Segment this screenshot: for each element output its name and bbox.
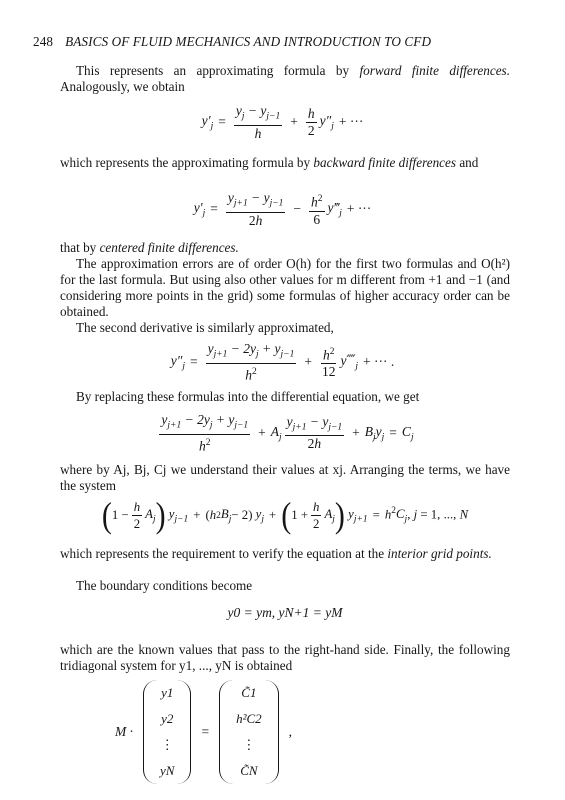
paragraph-tridiagonal: which are the known values that pass to the right-hand side. Finally, the following tridiagonal system for y1, ..., yN is obtained xyxy=(60,642,510,673)
running-header xyxy=(33,34,533,50)
equation-discretized: $\frac{y_{j+1} - 2y_j + y_{j-1}}{h^2}$ + $A_j$ $\frac{y_{j+1} - y_{j-1}}{2h}$ + $B_jy_j$ = $C_j$ xyxy=(161,412,414,454)
equation-system: ( 1 − $\frac{h}{2}$ $A_j$ ) $y_{j-1}$ + ( h 2 $B_j$ − 2) $y_j$ + ( 1 + $\frac{h}{2}$ $A_j$ ) $y_{j+1}$ = $h^2C_j$, j = 1, ..., N xyxy=(101,495,469,535)
paragraph-coefficients: where by Aj, Bj, Cj we understand their values at xj. Arranging the terms, we have the system xyxy=(60,462,510,493)
paragraph-interior: which represents the requirement to verify the equation at the interior grid points. xyxy=(60,546,492,561)
paragraph-second-derivative: The second derivative is similarly approximated, xyxy=(76,320,334,335)
vector-c: C̃1 h²C2 ⋮ C̃N xyxy=(219,680,279,784)
paragraph-forward: This represents an approximating formula by forward finite differences. Analogously, we obtain xyxy=(60,63,510,94)
equation-backward-difference: $y'_j$ = $\frac{y_j - y_{j-1}}{h}$ + $\frac{h}{2}$ $y''_j$ + ··· xyxy=(201,103,364,141)
paragraph-centered: that by centered finite differences. xyxy=(60,240,239,255)
paragraph-backward: which represents the approximating formula by backward finite differences and xyxy=(60,155,479,170)
equation-boundary: y0 = ym, yN+1 = yM xyxy=(227,605,343,620)
equation-centered-difference: $y'_j$ = $\frac{y_{j+1} - y_{j-1}}{2h}$ − $\frac{h^2}{6}$ $y‴_j$ + ··· xyxy=(193,190,372,228)
equation-matrix: M · y1 y2 ⋮ yN = C̃1 h²C2 ⋮ C̃N , xyxy=(115,680,435,784)
running-title: BASICS OF FLUID MECHANICS AND INTRODUCTION TO CFD xyxy=(65,34,432,49)
page-number: 248 xyxy=(33,34,54,49)
matrix-label: M · xyxy=(115,724,133,739)
paragraph-errors: The approximation errors are of order O(h) for the first two formulas and O(h²) for the last formula. But using also other values for m different from +1 and −1 (and considering more points in the grid) some formulas of higher accuracy order can be obtained. xyxy=(60,256,510,319)
paragraph-boundary: The boundary conditions become xyxy=(76,578,253,593)
equation-second-derivative: $y''_j$ = $\frac{y_{j+1} - 2y_j + y_{j-1}}{h^2}$ + $\frac{h^2}{12}$ $y⁗_j$ + ··· . xyxy=(170,341,395,383)
paragraph-substitution: By replacing these formulas into the differential equation, we get xyxy=(76,389,420,404)
vector-y: y1 y2 ⋮ yN xyxy=(143,680,191,784)
